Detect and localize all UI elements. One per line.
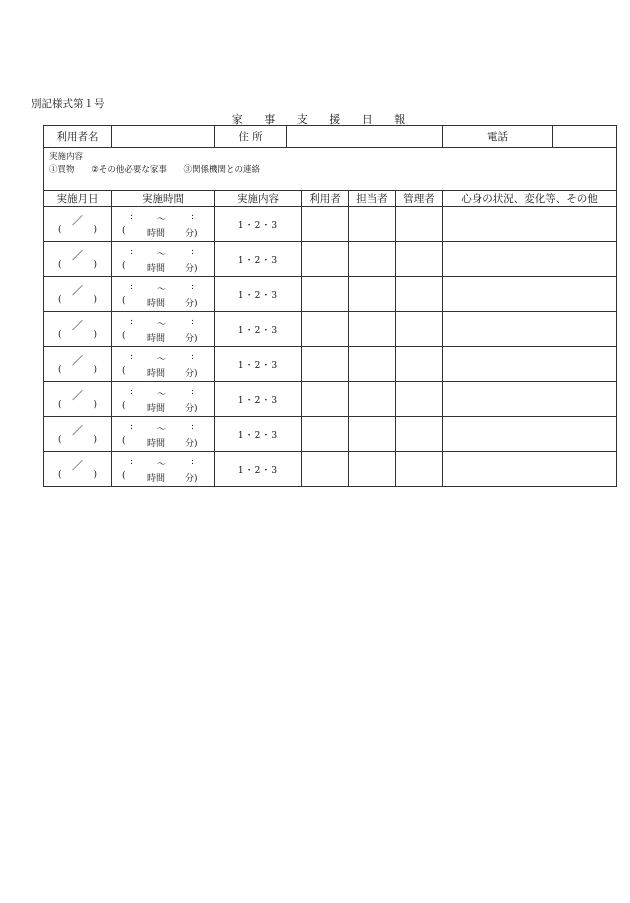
start-time-colon: : <box>130 352 134 362</box>
table-row <box>44 452 617 487</box>
duration-paren-open: ( <box>122 401 126 411</box>
weekday-paren-close: ) <box>93 260 97 270</box>
column-header-manager: 管理者 <box>396 191 443 207</box>
time-tilde: ～ <box>157 285 167 295</box>
phone-field[interactable] <box>553 126 617 148</box>
column-header-row <box>44 191 617 207</box>
start-time-colon: : <box>130 317 134 327</box>
date-cell[interactable] <box>44 452 112 487</box>
time-cell[interactable] <box>112 347 215 382</box>
weekday-paren-open: ( <box>58 400 62 410</box>
start-time-colon: : <box>130 247 134 257</box>
time-tilde: ～ <box>157 215 167 225</box>
user-check-cell[interactable] <box>302 312 349 347</box>
weekday-paren-open: ( <box>58 365 62 375</box>
start-time-colon: : <box>130 422 134 432</box>
duration-paren-open: ( <box>122 436 126 446</box>
date-cell[interactable] <box>44 347 112 382</box>
duration-minutes-label: 分) <box>185 369 198 379</box>
user-check-cell[interactable] <box>302 207 349 242</box>
duration-minutes-label: 分) <box>185 439 198 449</box>
column-header-content: 実施内容 <box>215 191 302 207</box>
daily-report-table <box>43 125 617 487</box>
weekday-paren-open: ( <box>58 295 62 305</box>
time-tilde: ～ <box>157 460 167 470</box>
duration-paren-open: ( <box>122 471 126 481</box>
duration-paren-open: ( <box>122 261 126 271</box>
content-section-label: 実施内容 <box>49 152 84 162</box>
staff-check-cell[interactable] <box>349 277 396 312</box>
manager-check-cell[interactable] <box>396 242 443 277</box>
condition-notes-cell[interactable] <box>443 207 617 242</box>
end-time-colon: : <box>191 422 195 432</box>
user-name-field[interactable] <box>112 126 215 148</box>
end-time-colon: : <box>191 457 195 467</box>
duration-paren-open: ( <box>122 296 126 306</box>
staff-check-cell[interactable] <box>349 347 396 382</box>
time-tilde: ～ <box>157 390 167 400</box>
content-choice-cell[interactable]: 1・2・3 <box>215 242 302 277</box>
manager-check-cell[interactable] <box>396 417 443 452</box>
duration-hours-label: 時間 <box>147 229 166 239</box>
data-rows <box>44 207 617 487</box>
weekday-paren-open: ( <box>58 470 62 480</box>
weekday-paren-close: ) <box>93 225 97 235</box>
content-choice-cell[interactable]: 1・2・3 <box>215 382 302 417</box>
content-choice-cell[interactable]: 1・2・3 <box>215 452 302 487</box>
content-option-housework: ②その他必要な家事 <box>91 165 167 175</box>
time-cell[interactable] <box>112 277 215 312</box>
duration-minutes-label: 分) <box>185 474 198 484</box>
date-cell[interactable] <box>44 312 112 347</box>
user-check-cell[interactable] <box>302 242 349 277</box>
time-cell[interactable] <box>112 242 215 277</box>
condition-notes-cell[interactable] <box>443 277 617 312</box>
duration-minutes-label: 分) <box>185 404 198 414</box>
content-option-shopping: ①買物 <box>49 165 75 175</box>
weekday-paren-close: ) <box>93 365 97 375</box>
start-time-colon: : <box>130 282 134 292</box>
date-cell[interactable] <box>44 207 112 242</box>
weekday-paren-open: ( <box>58 225 62 235</box>
date-cell[interactable] <box>44 382 112 417</box>
content-options <box>49 164 611 177</box>
content-choice-cell[interactable]: 1・2・3 <box>215 277 302 312</box>
duration-hours-label: 時間 <box>147 404 166 414</box>
column-header-condition: 心身の状況、変化等、その他 <box>443 191 617 207</box>
weekday-paren-close: ) <box>93 400 97 410</box>
content-choice-cell[interactable]: 1・2・3 <box>215 207 302 242</box>
end-time-colon: : <box>191 352 195 362</box>
manager-check-cell[interactable] <box>396 312 443 347</box>
weekday-paren-close: ) <box>93 435 97 445</box>
date-slash: ／ <box>72 319 83 332</box>
duration-paren-open: ( <box>122 366 126 376</box>
time-cell[interactable] <box>112 452 215 487</box>
date-slash: ／ <box>72 354 83 367</box>
duration-paren-open: ( <box>122 226 126 236</box>
content-choice-cell[interactable]: 1・2・3 <box>215 417 302 452</box>
time-tilde: ～ <box>157 425 167 435</box>
page-title: 家 事 支 援 日 報 <box>231 113 415 126</box>
column-header-time: 実施時間 <box>112 191 215 207</box>
start-time-colon: : <box>130 212 134 222</box>
condition-notes-cell[interactable] <box>443 242 617 277</box>
phone-label: 電話 <box>443 126 553 148</box>
time-tilde: ～ <box>157 250 167 260</box>
manager-check-cell[interactable] <box>396 347 443 382</box>
address-label: 住 所 <box>215 126 287 148</box>
time-tilde: ～ <box>157 320 167 330</box>
weekday-paren-close: ) <box>93 295 97 305</box>
date-slash: ／ <box>72 424 83 437</box>
table-row <box>44 417 617 452</box>
time-cell[interactable] <box>112 312 215 347</box>
end-time-colon: : <box>191 247 195 257</box>
content-section-row <box>44 148 617 191</box>
address-field[interactable] <box>287 126 443 148</box>
table-row <box>44 207 617 242</box>
date-slash: ／ <box>72 249 83 262</box>
condition-notes-cell[interactable] <box>443 312 617 347</box>
weekday-paren-open: ( <box>58 435 62 445</box>
end-time-colon: : <box>191 387 195 397</box>
start-time-colon: : <box>130 457 134 467</box>
column-header-date: 実施月日 <box>44 191 112 207</box>
weekday-paren-open: ( <box>58 330 62 340</box>
date-slash: ／ <box>72 284 83 297</box>
user-check-cell[interactable] <box>302 417 349 452</box>
table-row <box>44 312 617 347</box>
manager-check-cell[interactable] <box>396 382 443 417</box>
duration-minutes-label: 分) <box>185 264 198 274</box>
date-cell[interactable] <box>44 417 112 452</box>
content-section <box>44 148 617 191</box>
date-slash: ／ <box>72 214 83 227</box>
duration-hours-label: 時間 <box>147 334 166 344</box>
duration-paren-open: ( <box>122 331 126 341</box>
table-row <box>44 382 617 417</box>
staff-check-cell[interactable] <box>349 452 396 487</box>
weekday-paren-open: ( <box>58 260 62 270</box>
content-choice-cell[interactable]: 1・2・3 <box>215 312 302 347</box>
date-cell[interactable] <box>44 277 112 312</box>
end-time-colon: : <box>191 317 195 327</box>
staff-check-cell[interactable] <box>349 242 396 277</box>
table-row <box>44 347 617 382</box>
duration-hours-label: 時間 <box>147 299 166 309</box>
user-check-cell[interactable] <box>302 347 349 382</box>
condition-notes-cell[interactable] <box>443 382 617 417</box>
column-header-staff: 担当者 <box>349 191 396 207</box>
user-check-cell[interactable] <box>302 452 349 487</box>
date-cell[interactable] <box>44 242 112 277</box>
time-cell[interactable] <box>112 207 215 242</box>
staff-check-cell[interactable] <box>349 207 396 242</box>
user-name-label: 利用者名 <box>44 126 112 148</box>
table-row <box>44 277 617 312</box>
header-row <box>44 126 617 148</box>
weekday-paren-close: ) <box>93 470 97 480</box>
condition-notes-cell[interactable] <box>443 347 617 382</box>
duration-minutes-label: 分) <box>185 334 198 344</box>
duration-hours-label: 時間 <box>147 474 166 484</box>
manager-check-cell[interactable] <box>396 277 443 312</box>
manager-check-cell[interactable] <box>396 452 443 487</box>
content-choice-cell[interactable]: 1・2・3 <box>215 347 302 382</box>
condition-notes-cell[interactable] <box>443 452 617 487</box>
start-time-colon: : <box>130 387 134 397</box>
end-time-colon: : <box>191 282 195 292</box>
time-cell[interactable] <box>112 417 215 452</box>
form-number: 別記様式第１号 <box>31 98 105 110</box>
date-slash: ／ <box>72 459 83 472</box>
duration-hours-label: 時間 <box>147 439 166 449</box>
staff-check-cell[interactable] <box>349 417 396 452</box>
manager-check-cell[interactable] <box>396 207 443 242</box>
table-row <box>44 242 617 277</box>
condition-notes-cell[interactable] <box>443 417 617 452</box>
duration-hours-label: 時間 <box>147 264 166 274</box>
staff-check-cell[interactable] <box>349 382 396 417</box>
user-check-cell[interactable] <box>302 382 349 417</box>
duration-minutes-label: 分) <box>185 299 198 309</box>
weekday-paren-close: ) <box>93 330 97 340</box>
time-tilde: ～ <box>157 355 167 365</box>
duration-minutes-label: 分) <box>185 229 198 239</box>
time-cell[interactable] <box>112 382 215 417</box>
duration-hours-label: 時間 <box>147 369 166 379</box>
date-slash: ／ <box>72 389 83 402</box>
staff-check-cell[interactable] <box>349 312 396 347</box>
end-time-colon: : <box>191 212 195 222</box>
user-check-cell[interactable] <box>302 277 349 312</box>
content-option-liaison: ③関係機関との連絡 <box>183 165 261 175</box>
column-header-user: 利用者 <box>302 191 349 207</box>
